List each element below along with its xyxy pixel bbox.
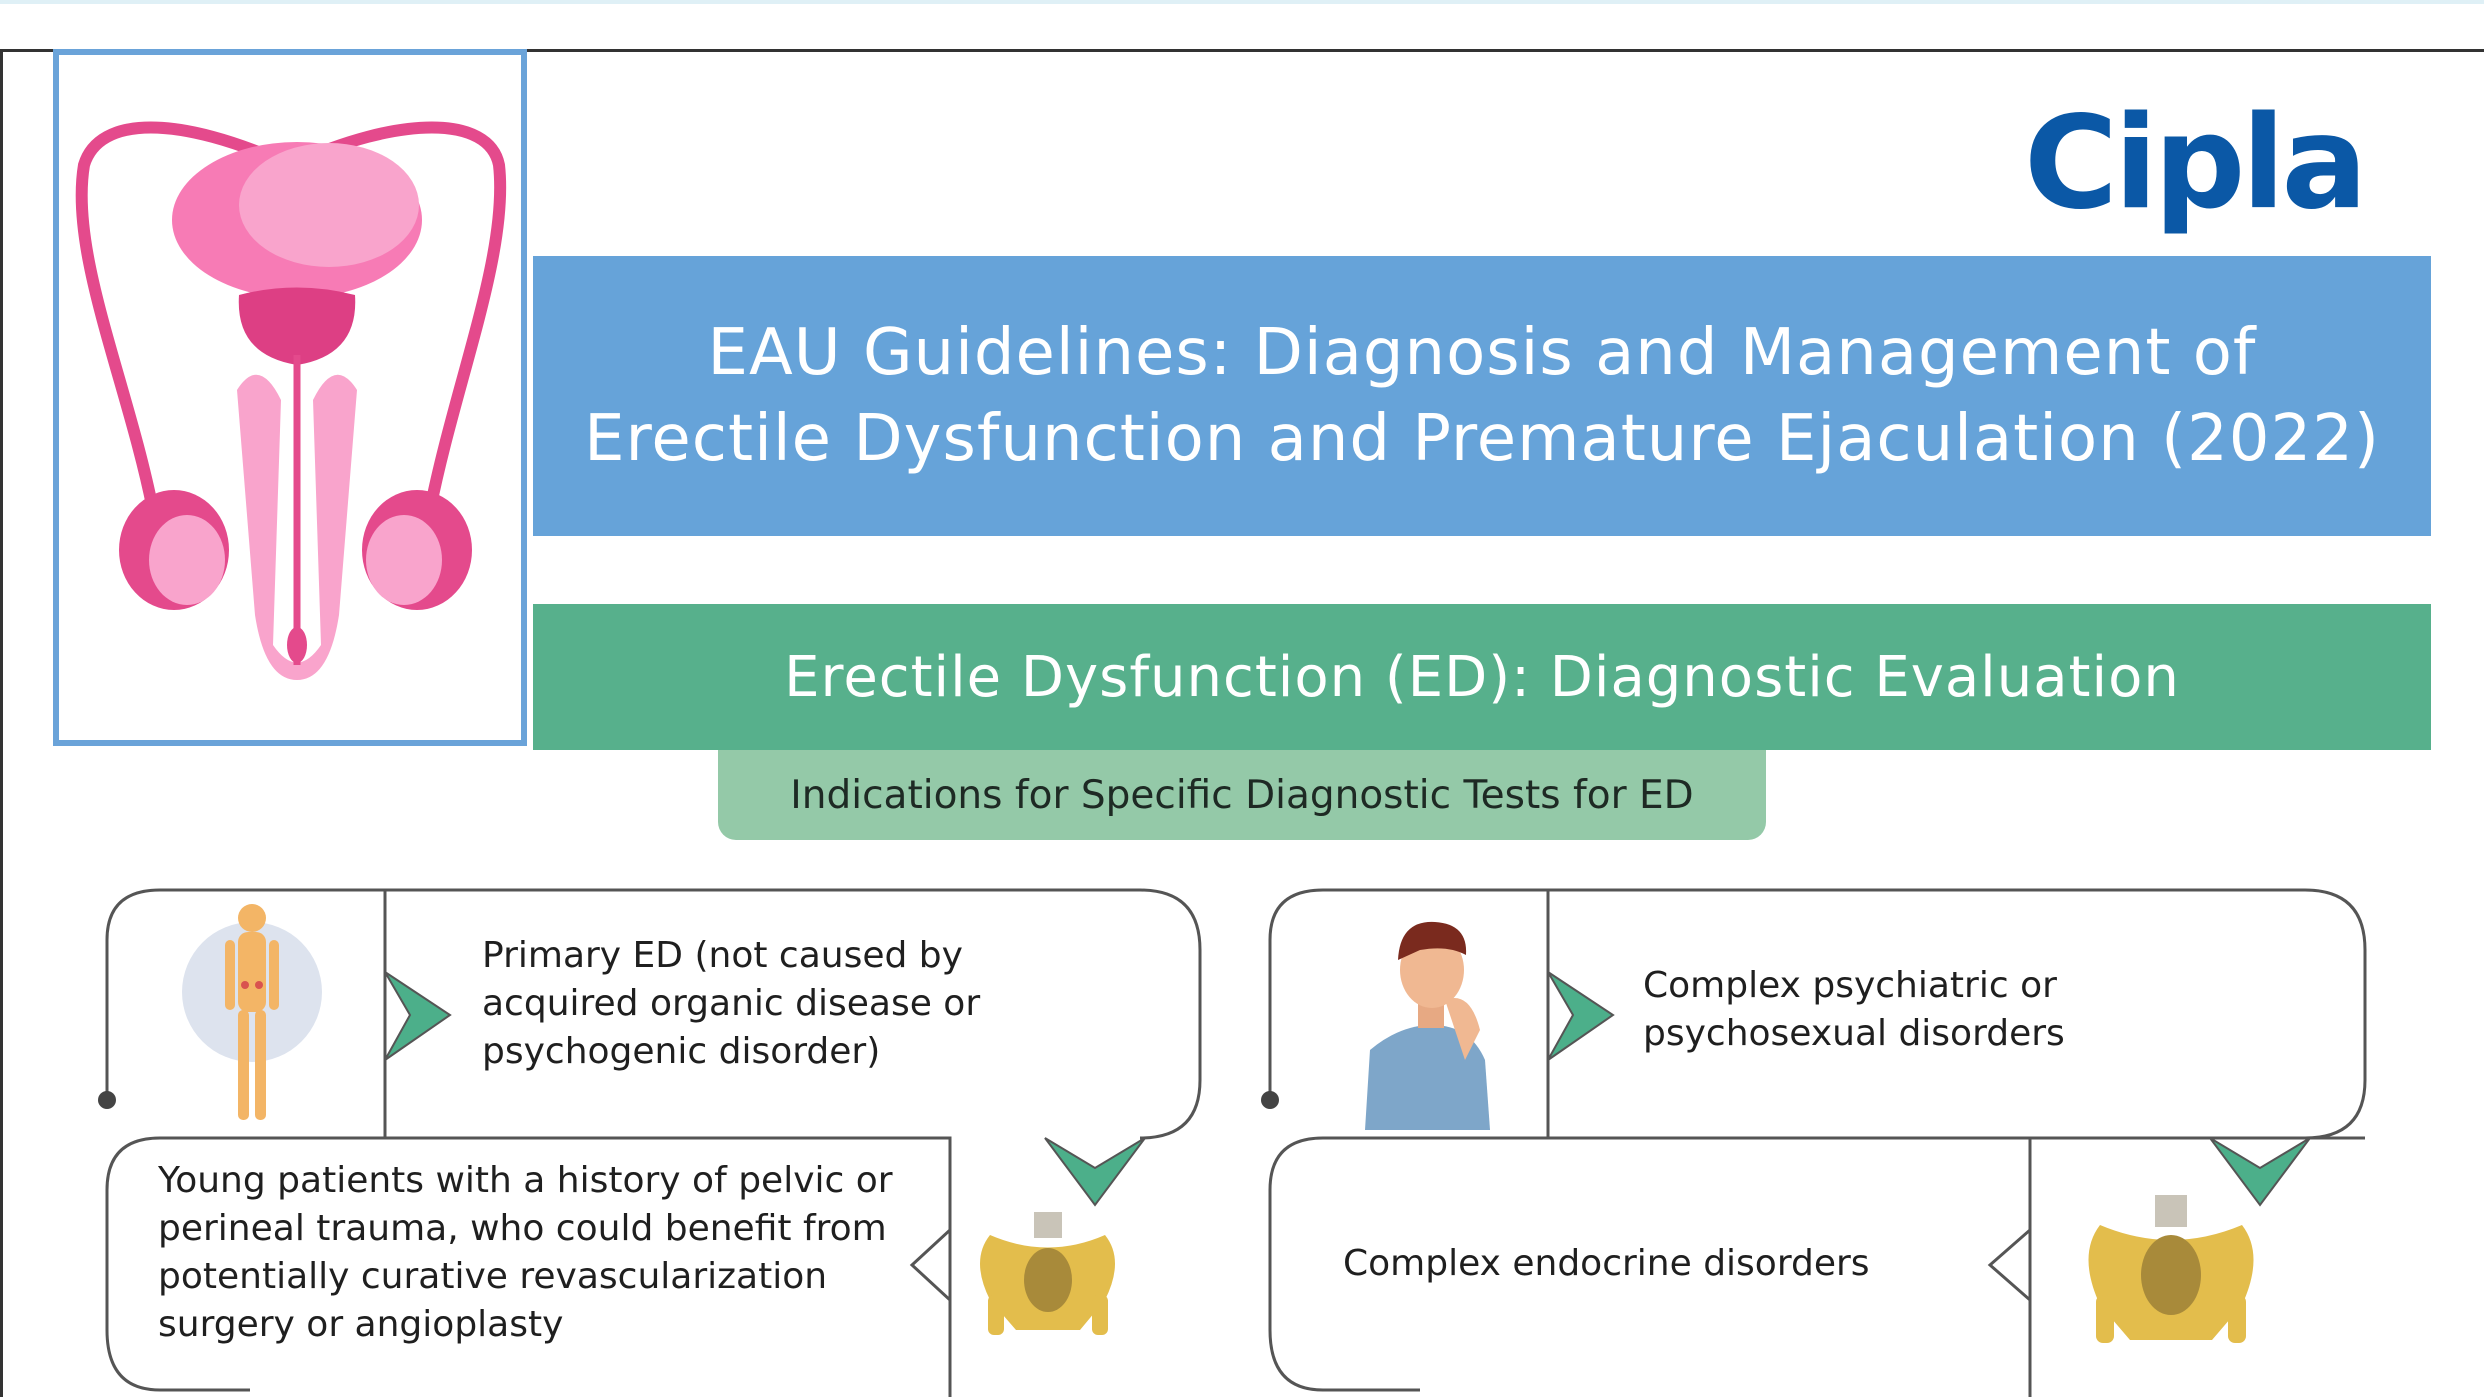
cipla-logo: Cipla [2024,89,2364,238]
section-label: Indications for Specific Diagnostic Tests for ED [790,772,1694,818]
male-reproductive-system-icon [59,55,521,740]
top-rule [0,0,2484,4]
page-title-line-2: Erectile Dysfunction and Premature Ejaculation (2022) [584,402,2380,476]
title-banner [533,256,2431,536]
page-title-line-1: EAU Guidelines: Diagnosis and Management of [707,316,2257,390]
indication-2-text: Complex psychiatric or psychosexual disorders [1643,965,2065,1054]
illustration-frame [53,49,527,746]
section-title: Erectile Dysfunction (ED): Diagnostic Evaluation [784,644,2180,710]
indication-4-text: Complex endocrine disorders [1343,1243,1870,1284]
subtitle-banner [533,604,2431,750]
indication-1-text: Primary ED (not caused by acquired organic disease or psychogenic disorder) [482,935,981,1072]
indication-3-text: Young patients with a history of pelvic or perineal trauma, who could benefit from potentially curative revascularization surgery or angioplasty [158,1160,893,1345]
section-label-pill [718,750,1766,840]
